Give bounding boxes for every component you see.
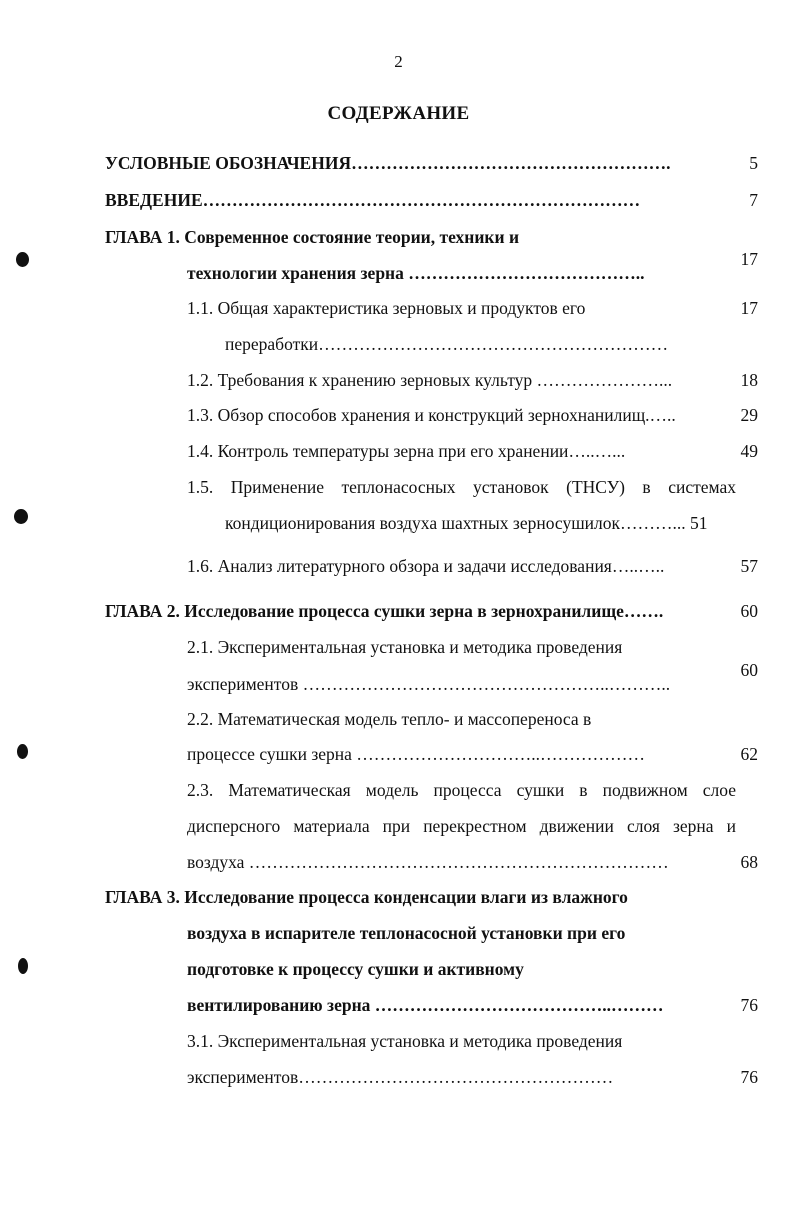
toc-entry-chapter2: ГЛАВА 2. Исследование процесса сушки зерна в зернохранилище……. <box>105 601 664 621</box>
toc-page-introduction: 7 <box>749 190 758 210</box>
toc-entry-notation: УСЛОВНЫЕ ОБОЗНАЧЕНИЯ………………………………………………. <box>105 153 671 173</box>
toc-entry-introduction: ВВЕДЕНИЕ………………………………………………………………… <box>105 190 641 210</box>
toc-entry-2-2-line1: 2.2. Математическая модель тепло- и массопереноса в <box>187 709 592 729</box>
toc-page-3-1: 76 <box>740 1067 758 1087</box>
toc-entry-1-2: 1.2. Требования к хранению зерновых культур …………………... <box>187 370 673 390</box>
toc-entry-chapter3-line2: воздуха в испарителе теплонасосной установки при его <box>187 923 626 943</box>
toc-entry-chapter1-line1: ГЛАВА 1. Современное состояние теории, техники и <box>105 227 520 247</box>
toc-entry-1-3: 1.3. Обзор способов хранения и конструкций зернохнанилищ.….. <box>187 405 676 425</box>
toc-page-2-2: 62 <box>740 744 758 764</box>
toc-entry-2-3-line3: воздуха ……………………………………………………………… <box>187 852 669 872</box>
toc-entry-2-1-line2: экспериментов ……………………………………………..……….. <box>187 674 671 694</box>
page-number: 2 <box>394 52 403 71</box>
toc-entry-chapter3-line4: вентилированию зерна …………………………………..……… <box>187 995 664 1015</box>
toc-entry-1-5-line1: 1.5. Применение теплонасосных установок (ТНСУ) в системах <box>187 477 736 497</box>
toc-entry-chapter3-line3: подготовке к процессу сушки и активному <box>187 959 524 979</box>
toc-entry-1-4: 1.4. Контроль температуры зерна при его хранении…..…... <box>187 441 626 461</box>
toc-entry-3-1-line1: 3.1. Экспериментальная установка и методика проведения <box>187 1031 623 1051</box>
toc-entry-2-3-line1: 2.3. Математическая модель процесса сушки в подвижном слое <box>187 780 736 800</box>
toc-entry-chapter3-line1: ГЛАВА 3. Исследование процесса конденсации влаги из влажного <box>105 887 628 907</box>
toc-page-2-1: 60 <box>740 660 758 680</box>
toc-entry-1-5-line2: кондиционирования воздуха шахтных зерносушилок………... 51 <box>225 513 708 533</box>
toc-page-1-2: 18 <box>740 370 758 390</box>
toc-entry-2-1-line1: 2.1. Экспериментальная установка и методика проведения <box>187 637 623 657</box>
toc-page-2-3: 68 <box>740 852 758 872</box>
binding-hole-mark <box>16 252 29 267</box>
toc-entry-2-3-line2: дисперсного материала при перекрестном движении слоя зерна и <box>187 816 736 836</box>
toc-page-1-6: 57 <box>740 556 758 576</box>
page-title: СОДЕРЖАНИЕ <box>327 103 470 124</box>
toc-entry-2-2-line2: процессе сушки зерна …………………………..……………… <box>187 744 646 764</box>
toc-entry-chapter1-line2: технологии хранения зерна ………………………………….. <box>187 263 645 283</box>
toc-page-chapter3: 76 <box>740 995 758 1015</box>
binding-hole-mark <box>14 509 28 524</box>
binding-hole-mark <box>18 958 28 974</box>
toc-page-notation: 5 <box>749 153 758 173</box>
toc-page-chapter1: 17 <box>740 249 758 269</box>
toc-entry-1-1-line2: переработки…………………………………………………… <box>225 334 669 354</box>
toc-entry-1-1-line1: 1.1. Общая характеристика зерновых и продуктов его <box>187 298 586 318</box>
toc-page-1-1: 17 <box>740 298 758 318</box>
binding-hole-mark <box>17 744 28 759</box>
toc-page-chapter2: 60 <box>740 601 758 621</box>
toc-page-1-4: 49 <box>740 441 758 461</box>
toc-page-1-3: 29 <box>740 405 758 425</box>
toc-entry-1-6: 1.6. Анализ литературного обзора и задачи исследования…..….. <box>187 556 665 576</box>
toc-entry-3-1-line2: экспериментов……………………………………………… <box>187 1067 614 1087</box>
